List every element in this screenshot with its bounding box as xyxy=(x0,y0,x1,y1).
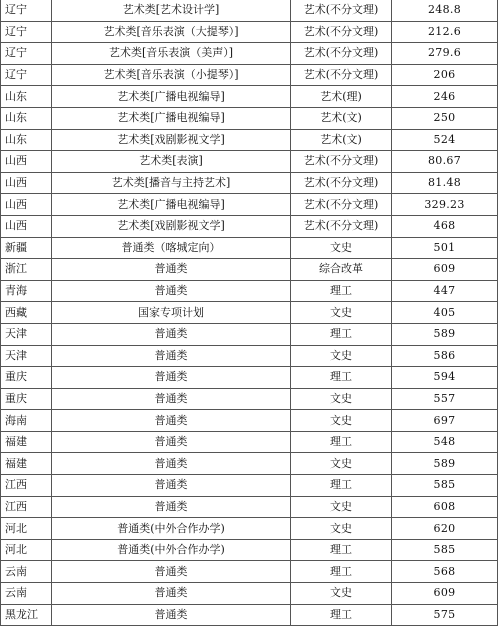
table-row xyxy=(1,237,498,259)
major-cell: 艺术类[广播电视编导] xyxy=(52,107,291,129)
province-cell: 山东 xyxy=(1,129,52,151)
score-cell: 594 xyxy=(392,367,498,389)
province-cell: 山东 xyxy=(1,107,52,129)
category-cell: 艺术(不分文理) xyxy=(291,43,392,65)
category-cell: 艺术(不分文理) xyxy=(291,21,392,43)
category-cell: 艺术(不分文理) xyxy=(291,215,392,237)
table-row xyxy=(1,410,498,432)
province-cell: 重庆 xyxy=(1,367,52,389)
province-cell: 重庆 xyxy=(1,388,52,410)
major-cell: 普通类（喀城定向） xyxy=(52,237,291,259)
major-cell: 艺术类[戏剧影视文学] xyxy=(52,215,291,237)
category-cell: 文史 xyxy=(291,518,392,540)
province-cell: 新疆 xyxy=(1,237,52,259)
category-cell: 理工 xyxy=(291,323,392,345)
major-cell: 国家专项计划 xyxy=(52,302,291,324)
table-row xyxy=(1,561,498,583)
province-cell: 辽宁 xyxy=(1,64,52,86)
table-row xyxy=(1,388,498,410)
province-cell: 辽宁 xyxy=(1,21,52,43)
category-cell: 理工 xyxy=(291,604,392,626)
major-cell: 普通类 xyxy=(52,583,291,605)
score-cell: 447 xyxy=(392,280,498,302)
score-cell: 329.23 xyxy=(392,194,498,216)
score-cell: 468 xyxy=(392,215,498,237)
province-cell: 山西 xyxy=(1,172,52,194)
category-cell: 理工 xyxy=(291,280,392,302)
province-cell: 山西 xyxy=(1,151,52,173)
table-row xyxy=(1,453,498,475)
major-cell: 普通类 xyxy=(52,345,291,367)
table-row xyxy=(1,496,498,518)
category-cell: 理工 xyxy=(291,475,392,497)
category-cell: 艺术(不分文理) xyxy=(291,172,392,194)
major-cell: 普通类(中外合作办学) xyxy=(52,539,291,561)
table-row xyxy=(1,0,498,21)
category-cell: 文史 xyxy=(291,410,392,432)
table-body xyxy=(1,0,498,626)
major-cell: 艺术类[广播电视编导] xyxy=(52,194,291,216)
category-cell: 艺术(不分文理) xyxy=(291,0,392,21)
category-cell: 文史 xyxy=(291,453,392,475)
major-cell: 普通类 xyxy=(52,259,291,281)
category-cell: 艺术(理) xyxy=(291,86,392,108)
major-cell: 艺术类[播音与主持艺术] xyxy=(52,172,291,194)
table-row xyxy=(1,539,498,561)
province-cell: 辽宁 xyxy=(1,0,52,21)
table-row xyxy=(1,86,498,108)
major-cell: 艺术类[广播电视编导] xyxy=(52,86,291,108)
category-cell: 文史 xyxy=(291,388,392,410)
province-cell: 福建 xyxy=(1,431,52,453)
category-cell: 理工 xyxy=(291,367,392,389)
score-cell: 279.6 xyxy=(392,43,498,65)
category-cell: 文史 xyxy=(291,583,392,605)
major-cell: 普通类 xyxy=(52,561,291,583)
score-cell: 405 xyxy=(392,302,498,324)
province-cell: 黑龙江 xyxy=(1,604,52,626)
major-cell: 艺术类[艺术设计学] xyxy=(52,0,291,21)
score-cell: 548 xyxy=(392,431,498,453)
province-cell: 山东 xyxy=(1,86,52,108)
score-cell: 206 xyxy=(392,64,498,86)
table-row xyxy=(1,583,498,605)
score-cell: 608 xyxy=(392,496,498,518)
major-cell: 艺术类[戏剧影视文学] xyxy=(52,129,291,151)
score-cell: 524 xyxy=(392,129,498,151)
table-row xyxy=(1,323,498,345)
category-cell: 艺术(不分文理) xyxy=(291,194,392,216)
province-cell: 江西 xyxy=(1,496,52,518)
province-cell: 天津 xyxy=(1,323,52,345)
table-row xyxy=(1,215,498,237)
table-row xyxy=(1,367,498,389)
table-row xyxy=(1,280,498,302)
table-row xyxy=(1,21,498,43)
table-row xyxy=(1,172,498,194)
major-cell: 普通类 xyxy=(52,453,291,475)
major-cell: 普通类 xyxy=(52,410,291,432)
category-cell: 理工 xyxy=(291,431,392,453)
score-cell: 586 xyxy=(392,345,498,367)
category-cell: 综合改革 xyxy=(291,259,392,281)
province-cell: 西藏 xyxy=(1,302,52,324)
score-cell: 697 xyxy=(392,410,498,432)
province-cell: 山西 xyxy=(1,215,52,237)
score-cell: 585 xyxy=(392,475,498,497)
category-cell: 艺术(不分文理) xyxy=(291,151,392,173)
table-row xyxy=(1,151,498,173)
table-row xyxy=(1,194,498,216)
province-cell: 海南 xyxy=(1,410,52,432)
score-cell: 501 xyxy=(392,237,498,259)
table-row xyxy=(1,43,498,65)
major-cell: 普通类 xyxy=(52,367,291,389)
category-cell: 文史 xyxy=(291,302,392,324)
category-cell: 艺术(不分文理) xyxy=(291,64,392,86)
score-cell: 250 xyxy=(392,107,498,129)
major-cell: 普通类 xyxy=(52,323,291,345)
major-cell: 普通类 xyxy=(52,388,291,410)
major-cell: 普通类 xyxy=(52,496,291,518)
major-cell: 艺术类[音乐表演（小提琴）] xyxy=(52,64,291,86)
province-cell: 河北 xyxy=(1,518,52,540)
category-cell: 文史 xyxy=(291,237,392,259)
category-cell: 艺术(文) xyxy=(291,129,392,151)
major-cell: 普通类 xyxy=(52,604,291,626)
table-row xyxy=(1,302,498,324)
score-cell: 609 xyxy=(392,583,498,605)
province-cell: 福建 xyxy=(1,453,52,475)
score-cell: 575 xyxy=(392,604,498,626)
score-cell: 585 xyxy=(392,539,498,561)
score-cell: 589 xyxy=(392,323,498,345)
province-cell: 青海 xyxy=(1,280,52,302)
province-cell: 浙江 xyxy=(1,259,52,281)
category-cell: 艺术(文) xyxy=(291,107,392,129)
score-cell: 81.48 xyxy=(392,172,498,194)
score-cell: 212.6 xyxy=(392,21,498,43)
category-cell: 文史 xyxy=(291,496,392,518)
category-cell: 理工 xyxy=(291,561,392,583)
major-cell: 普通类(中外合作办学) xyxy=(52,518,291,540)
province-cell: 山西 xyxy=(1,194,52,216)
major-cell: 艺术类[表演] xyxy=(52,151,291,173)
score-cell: 557 xyxy=(392,388,498,410)
province-cell: 云南 xyxy=(1,583,52,605)
category-cell: 理工 xyxy=(291,539,392,561)
score-cell: 246 xyxy=(392,86,498,108)
major-cell: 普通类 xyxy=(52,431,291,453)
table-row xyxy=(1,345,498,367)
table-row xyxy=(1,259,498,281)
score-cell: 620 xyxy=(392,518,498,540)
table-row xyxy=(1,475,498,497)
major-cell: 普通类 xyxy=(52,475,291,497)
major-cell: 艺术类[音乐表演（大提琴）] xyxy=(52,21,291,43)
score-cell: 568 xyxy=(392,561,498,583)
score-cell: 589 xyxy=(392,453,498,475)
table-row xyxy=(1,129,498,151)
table-row xyxy=(1,107,498,129)
province-cell: 辽宁 xyxy=(1,43,52,65)
table-row xyxy=(1,64,498,86)
table-row xyxy=(1,518,498,540)
score-cell: 609 xyxy=(392,259,498,281)
score-cell: 248.8 xyxy=(392,0,498,21)
score-cell: 80.67 xyxy=(392,151,498,173)
major-cell: 普通类 xyxy=(52,280,291,302)
province-cell: 天津 xyxy=(1,345,52,367)
province-cell: 云南 xyxy=(1,561,52,583)
major-cell: 艺术类[音乐表演（美声）] xyxy=(52,43,291,65)
category-cell: 文史 xyxy=(291,345,392,367)
table-row xyxy=(1,431,498,453)
province-cell: 河北 xyxy=(1,539,52,561)
table-row xyxy=(1,604,498,626)
province-cell: 江西 xyxy=(1,475,52,497)
